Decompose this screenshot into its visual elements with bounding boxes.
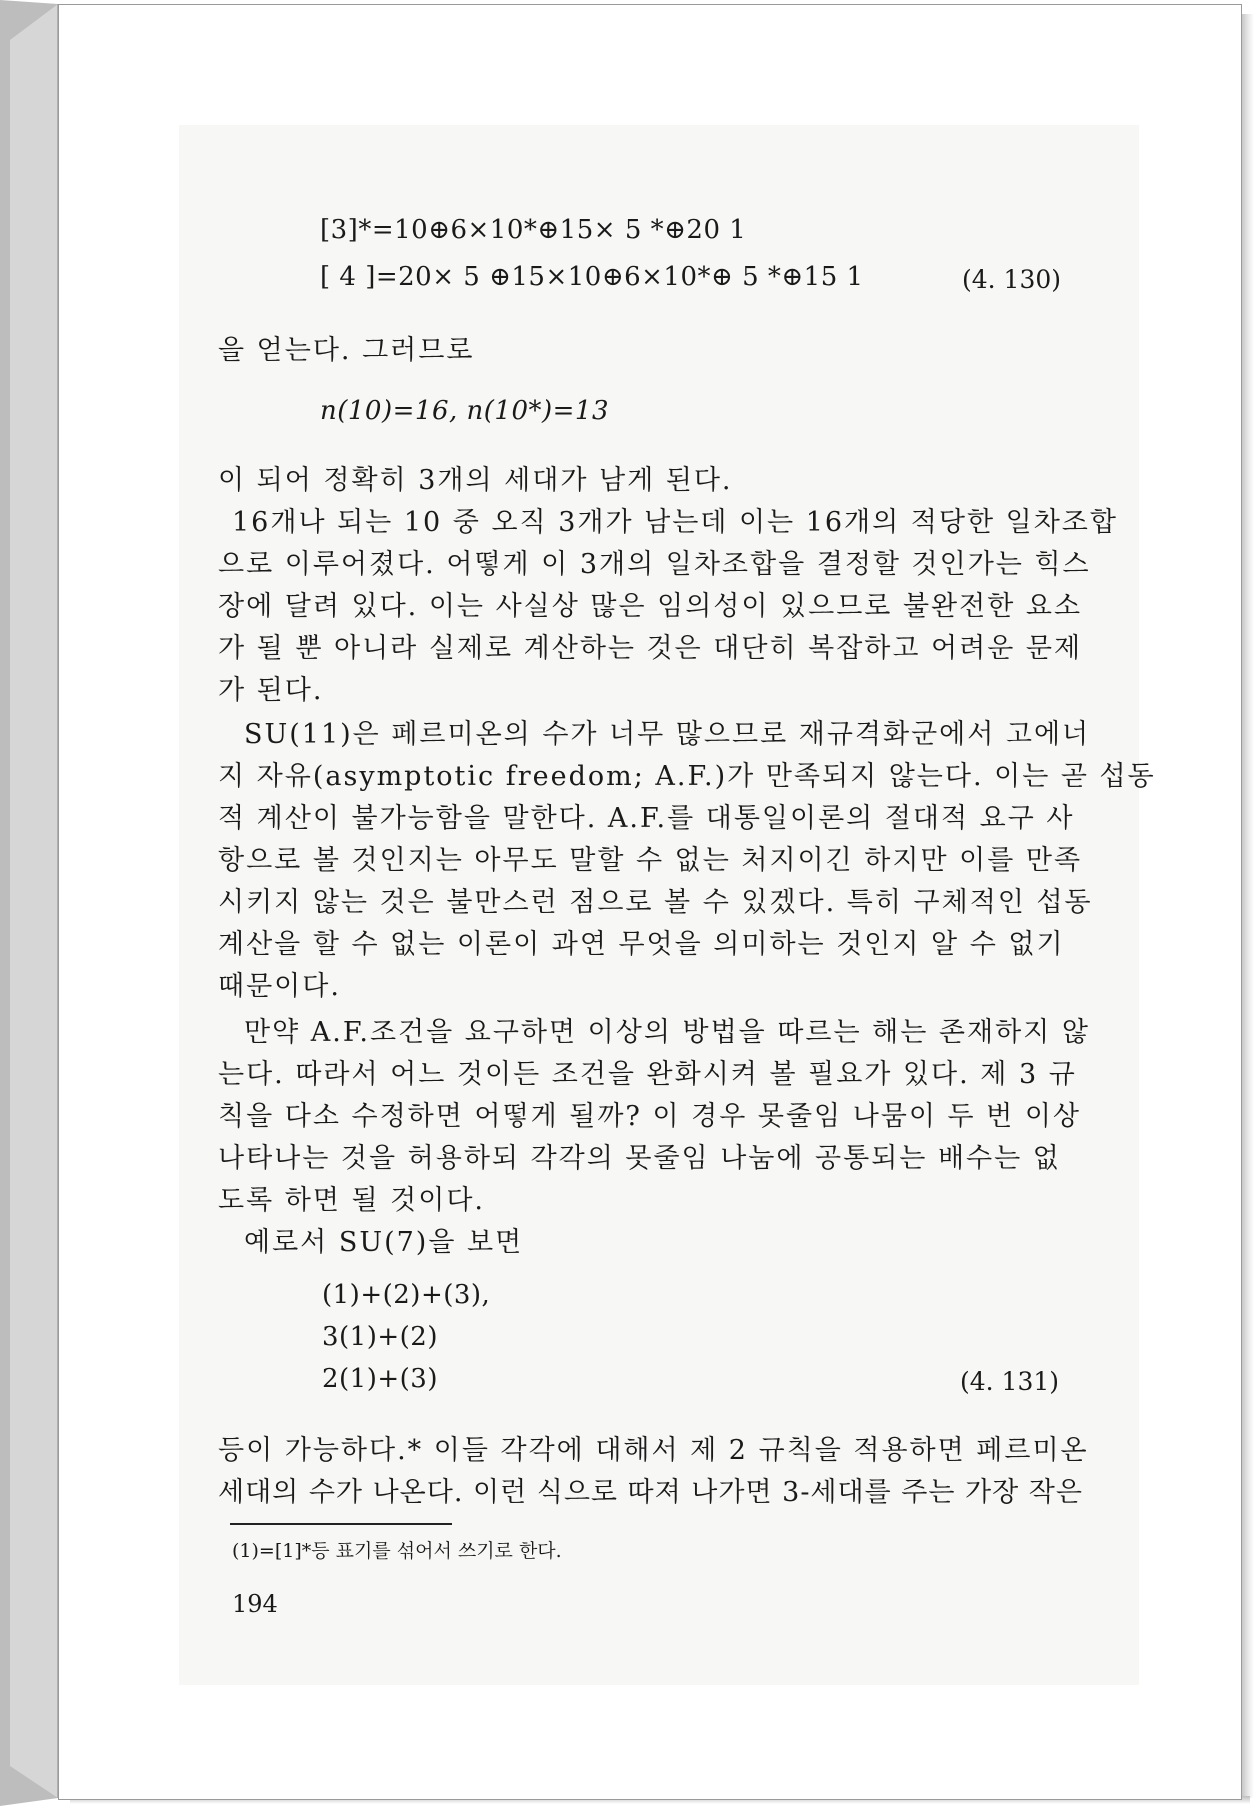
text-line-15: 만약 A.F.조건을 요구하면 이상의 방법을 따르는 해는 존재하지 않 bbox=[244, 1017, 1090, 1048]
text-line-5: 장에 달려 있다. 이는 사실상 많은 임의성이 있으므로 불완전한 요소 bbox=[218, 591, 1083, 622]
text-line-9: 지 자유(asymptotic freedom; A.F.)가 만족되지 않는다. 이는 곧 섭동 bbox=[218, 761, 1156, 792]
equation-4a: (1)+(2)+(3), bbox=[322, 1280, 491, 1310]
text-line-6: 가 될 뿐 아니라 실제로 계산하는 것은 대단히 복잡하고 어려운 문제 bbox=[218, 633, 1083, 664]
text-line-3: 16개나 되는 10 중 오직 3개가 남는데 이는 16개의 적당한 일차조합 bbox=[232, 507, 1118, 538]
text-line-20: 예로서 SU(7)을 보면 bbox=[244, 1227, 524, 1258]
text-line-10: 적 계산이 불가능함을 말한다. A.F.를 대통일이론의 절대적 요구 사 bbox=[218, 803, 1075, 834]
equation-3: n(10)=16, n(10*)=13 bbox=[320, 396, 609, 426]
equation-4c: 2(1)+(3) bbox=[322, 1364, 438, 1394]
page-number: 194 bbox=[232, 1590, 278, 1618]
text-line-16: 는다. 따라서 어느 것이든 조건을 완화시켜 볼 필요가 있다. 제 3 규 bbox=[218, 1059, 1077, 1090]
text-line-11: 항으로 볼 것인지는 아무도 말할 수 없는 처지이긴 하지만 이를 만족 bbox=[218, 845, 1083, 876]
text-line-17: 칙을 다소 수정하면 어떻게 될까? 이 경우 못줄임 나뭄이 두 번 이상 bbox=[218, 1101, 1082, 1132]
text-line-8: SU(11)은 페르미온의 수가 너무 많으므로 재규격화군에서 고에너 bbox=[244, 719, 1091, 750]
text-line-22: 세대의 수가 나온다. 이런 식으로 따져 나가면 3-세대를 주는 가장 작은 bbox=[218, 1477, 1083, 1508]
footnote-rule bbox=[230, 1523, 452, 1525]
text-line-4: 으로 이루어졌다. 어떻게 이 3개의 일차조합을 결정할 것인가는 힉스 bbox=[218, 549, 1091, 580]
footnote: (1)=[1]*등 표기를 섞어서 쓰기로 한다. bbox=[232, 1540, 562, 1562]
text-line-2: 이 되어 정확히 3개의 세대가 남게 된다. bbox=[218, 465, 733, 496]
text-line-14: 때문이다. bbox=[218, 971, 341, 1002]
text-line-19: 도록 하면 될 것이다. bbox=[218, 1185, 485, 1216]
equation-number-4-131: (4. 131) bbox=[960, 1367, 1060, 1396]
text-line-12: 시키지 않는 것은 불만스런 점으로 볼 수 있겠다. 특히 구체적인 섭동 bbox=[218, 887, 1093, 918]
equation-4b: 3(1)+(2) bbox=[322, 1322, 438, 1352]
text-line-1: 을 얻는다. 그러므로 bbox=[218, 335, 475, 366]
text-line-7: 가 된다. bbox=[218, 675, 324, 706]
equation-1: [3]*=10⊕6×10*⊕15× 5 *⊕20 1 bbox=[320, 215, 747, 245]
text-line-13: 계산을 할 수 없는 이론이 과연 무엇을 의미하는 것인지 알 수 없기 bbox=[218, 929, 1065, 960]
equation-number-4-130: (4. 130) bbox=[962, 265, 1062, 294]
equation-2: [ 4 ]=20× 5 ⊕15×10⊕6×10*⊕ 5 *⊕15 1 bbox=[320, 262, 864, 292]
text-line-21: 등이 가능하다.* 이들 각각에 대해서 제 2 규칙을 적용하면 페르미온 bbox=[218, 1435, 1089, 1466]
text-line-18: 나타나는 것을 허용하되 각각의 못줄임 나눔에 공통되는 배수는 없 bbox=[218, 1143, 1061, 1174]
